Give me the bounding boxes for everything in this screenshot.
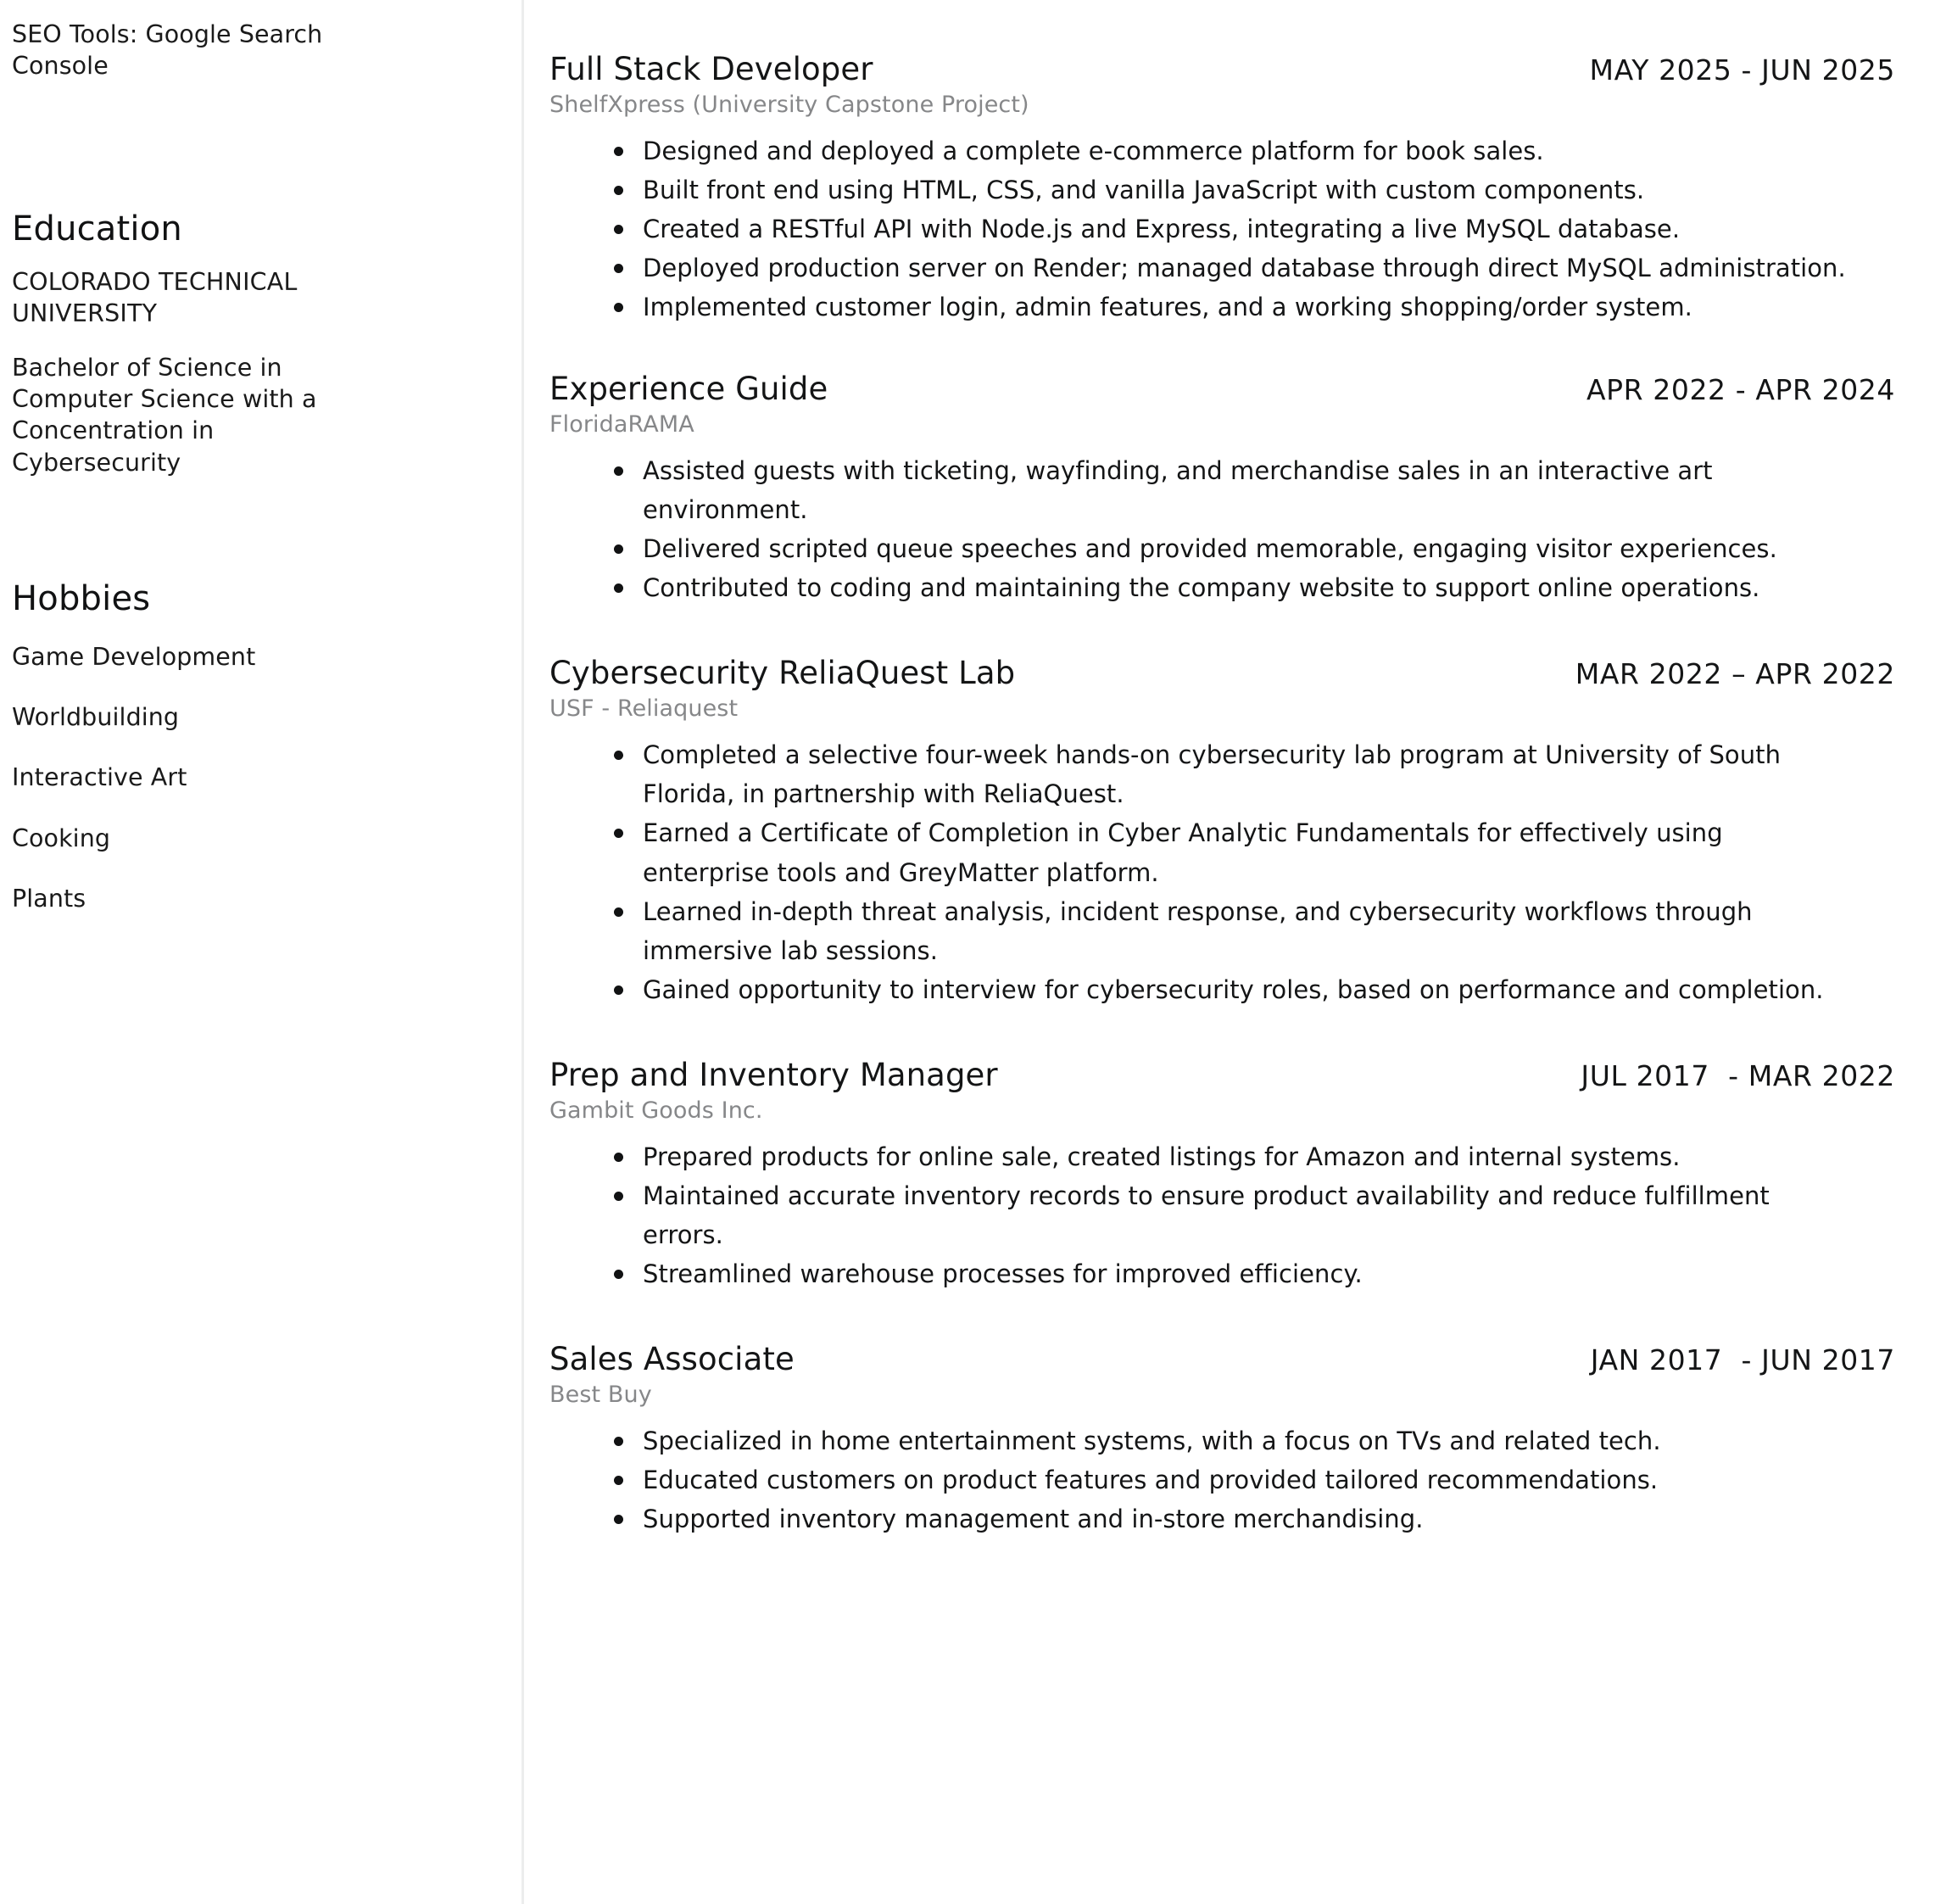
job-bullet: Assisted guests with ticketing, wayfinding, and merchandise sales in an interactive art environment. — [549, 451, 1855, 529]
job-bullet: Supported inventory management and in-store merchandising. — [549, 1499, 1855, 1538]
job-bullet: Streamlined warehouse processes for improved efficiency. — [549, 1254, 1855, 1293]
job-bullet: Created a RESTful API with Node.js and Express, integrating a live MySQL database. — [549, 209, 1855, 248]
job-company: USF - Reliaquest — [549, 695, 739, 723]
job-dates: JUL 2017 - MAR 2022 — [1581, 1059, 1895, 1092]
job-company: Gambit Goods Inc. — [549, 1097, 763, 1124]
job-dates: JAN 2017 - JUN 2017 — [1590, 1343, 1895, 1377]
sidebar-heading-education: Education — [12, 209, 182, 249]
job-header — [549, 1057, 1895, 1094]
job-bullet-list — [549, 451, 1895, 607]
job-bullet: Deployed production server on Render; managed database through direct MySQL administration. — [549, 248, 1855, 288]
job-dates: APR 2022 - APR 2024 — [1586, 373, 1895, 407]
job-bullet: Maintained accurate inventory records to ensure product availability and reduce fulfillment errors. — [549, 1176, 1855, 1254]
job-title: Sales Associate — [549, 1341, 795, 1378]
job-entry — [549, 371, 1895, 607]
job-title: Cybersecurity ReliaQuest Lab — [549, 655, 1016, 692]
job-bullet-list — [549, 735, 1895, 1009]
job-entry — [549, 1341, 1895, 1538]
education-degree: Bachelor of Science in Computer Science with a Concentration in Cybersecurity — [12, 353, 317, 477]
hobby-item: Plants — [12, 884, 86, 913]
education-school-name: COLORADO TECHNICAL UNIVERSITY — [12, 268, 298, 328]
hobby-item: Worldbuilding — [12, 703, 180, 732]
sidebar-skill-seo-tools: SEO Tools: Google Search Console — [12, 20, 323, 81]
job-dates: MAY 2025 - JUN 2025 — [1589, 53, 1895, 87]
sidebar-heading-hobbies: Hobbies — [12, 579, 151, 619]
job-header — [549, 51, 1895, 88]
job-company: ShelfXpress (University Capstone Project) — [549, 91, 1029, 118]
job-bullet: Delivered scripted queue speeches and provided memorable, engaging visitor experiences. — [549, 529, 1855, 568]
job-company: FloridaRAMA — [549, 410, 694, 438]
hobby-item: Game Development — [12, 643, 256, 672]
job-bullet: Implemented customer login, admin features, and a working shopping/order system. — [549, 288, 1855, 327]
job-bullet: Gained opportunity to interview for cybersecurity roles, based on performance and completion. — [549, 970, 1855, 1009]
job-bullet: Completed a selective four-week hands-on cybersecurity lab program at University of South Florida, in partnership with ReliaQuest. — [549, 735, 1855, 813]
job-bullet: Educated customers on product features and provided tailored recommendations. — [549, 1460, 1855, 1499]
job-header — [549, 371, 1895, 408]
job-bullet: Specialized in home entertainment systems, with a focus on TVs and related tech. — [549, 1421, 1855, 1460]
sidebar-section-education — [12, 210, 488, 478]
job-bullet: Earned a Certificate of Completion in Cyber Analytic Fundamentals for effectively using enterprise tools and GreyMatter platform. — [549, 813, 1855, 891]
job-header — [549, 655, 1895, 692]
job-bullet-list — [549, 1421, 1895, 1538]
job-bullet: Built front end using HTML, CSS, and vanilla JavaScript with custom components. — [549, 170, 1855, 209]
job-bullet: Prepared products for online sale, created listings for Amazon and internal systems. — [549, 1137, 1855, 1176]
job-header — [549, 1341, 1895, 1378]
job-bullet: Learned in-depth threat analysis, incident response, and cybersecurity workflows through immersive lab sessions. — [549, 892, 1855, 970]
experience-column — [524, 0, 1935, 1904]
job-bullet-list — [549, 1137, 1895, 1293]
job-title: Prep and Inventory Manager — [549, 1057, 998, 1093]
job-entry — [549, 51, 1895, 327]
job-entry — [549, 1057, 1895, 1293]
hobby-item: Cooking — [12, 824, 111, 852]
job-entry — [549, 655, 1895, 1009]
job-title: Experience Guide — [549, 371, 828, 408]
job-bullet: Designed and deployed a complete e-commerce platform for book sales. — [549, 131, 1855, 170]
job-bullet-list — [549, 131, 1895, 327]
sidebar-section-hobbies — [12, 580, 488, 913]
job-dates: MAR 2022 – APR 2022 — [1575, 657, 1895, 691]
job-company: Best Buy — [549, 1381, 652, 1408]
job-bullet: Contributed to coding and maintaining the company website to support online operations. — [549, 568, 1855, 607]
sidebar — [0, 0, 524, 1904]
job-title: Full Stack Developer — [549, 51, 873, 87]
hobby-item: Interactive Art — [12, 763, 187, 792]
